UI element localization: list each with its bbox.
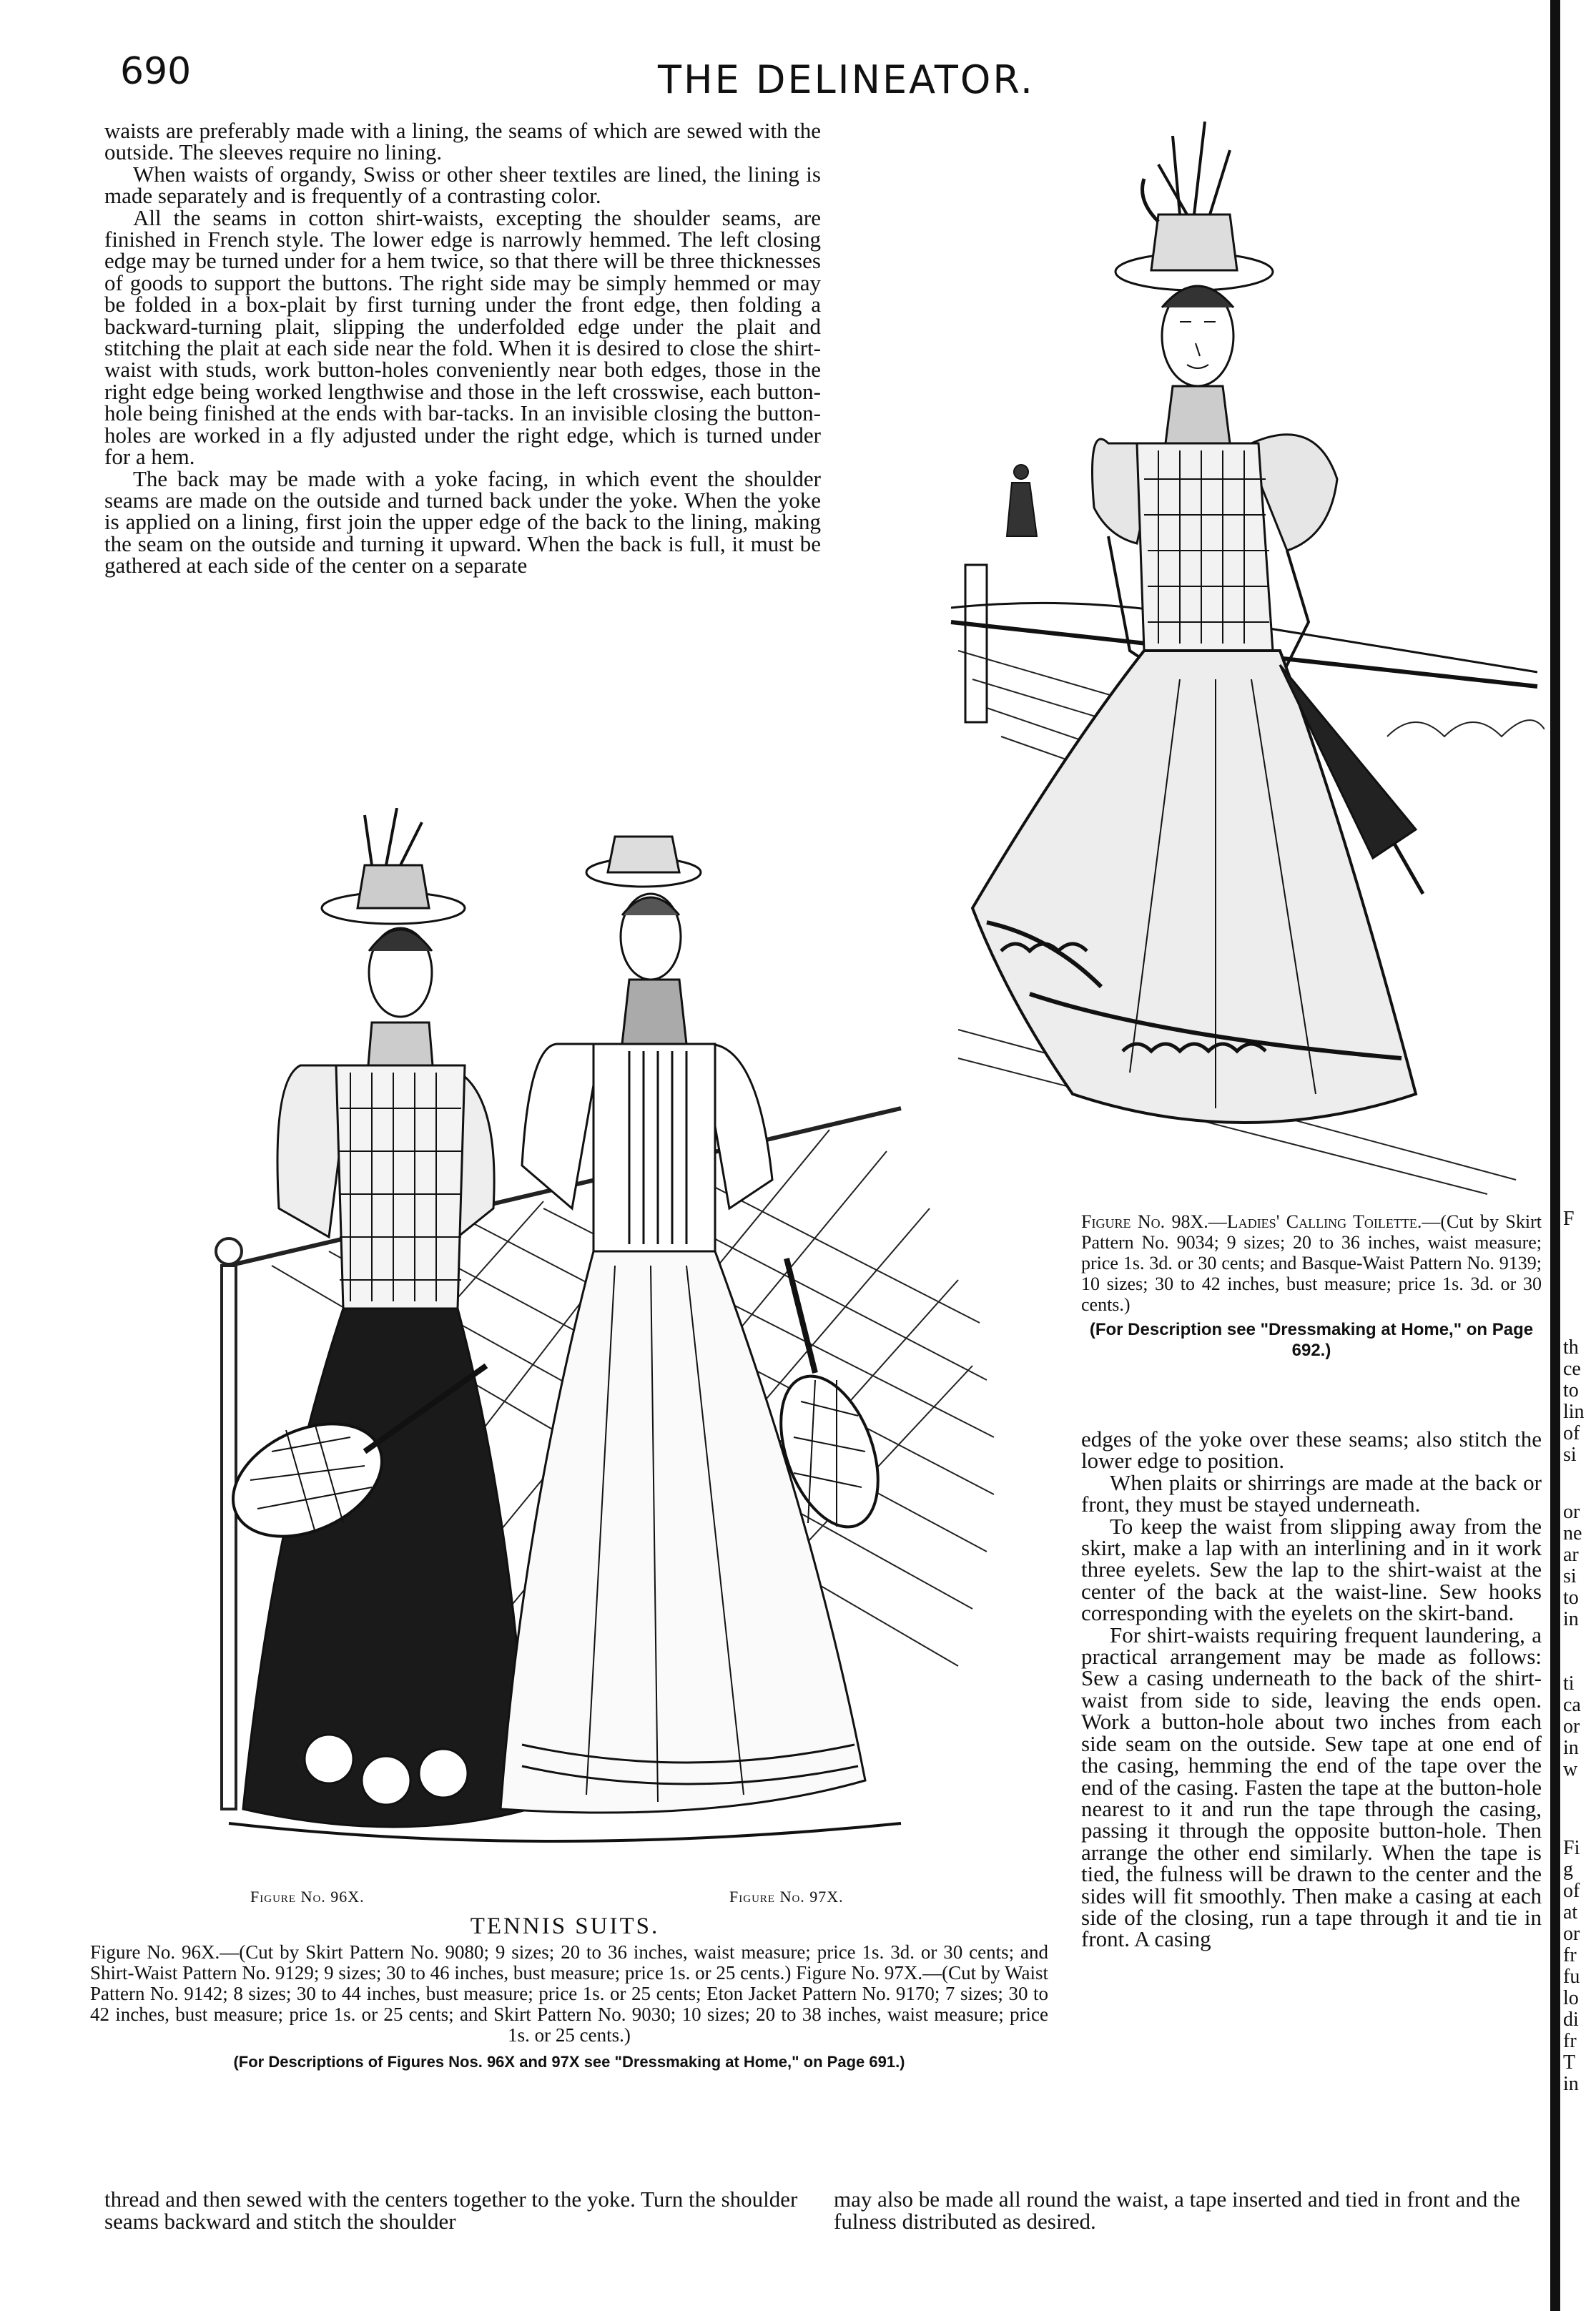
edge-fragment: w — [1563, 1758, 1578, 1780]
edge-fragment: of — [1563, 1880, 1580, 1902]
figure-98x-reference: (For Description see "Dressmaking at Home," on Page 692.) — [1089, 1320, 1534, 1360]
article-column-left — [104, 120, 821, 577]
bottom-left-text: thread and then sewed with the centers together to the yoke. Turn the shoulder seams backward and stitch the shoulder — [104, 2187, 798, 2234]
paragraph: For shirt-waists requiring frequent laundering, a practical arrangement may be made as follows: Sew a casing underneath to the back of the shirt-waist from side to side, leaving the ends open. Work a button-hole about two inches from each side seam on the outside. Sew tape at one end of the casing, hemming the end of the tape over the end of the casing. Fasten the tape at the button-hole nearest to it and run the tape through the casing, passing it through the opposite button-hole. Then arrange the other end similarly. When the tape is tied, the fulness will be drawn to the center and the sides will fit smoothly. Then make a casing at each side of the closing, run a tape through it and tie in front. A casing — [1081, 1622, 1542, 1952]
bodice — [1093, 386, 1338, 679]
figure-98x-caption-head: Figure No. 98X.—Ladies' Calling Toilette. — [1081, 1211, 1422, 1232]
edge-fragment: th — [1563, 1336, 1579, 1359]
article-column-right — [1081, 1426, 1542, 1952]
edge-fragment: in — [1563, 1608, 1579, 1630]
running-title: THE DELINEATOR. — [658, 57, 1035, 102]
edge-fragment: Fi — [1563, 1837, 1580, 1859]
edge-fragment: g — [1563, 1858, 1573, 1881]
edge-fragment: fu — [1563, 1966, 1580, 1988]
hat — [1115, 122, 1273, 290]
edge-fragment: di — [1563, 2009, 1579, 2031]
gutter-rule — [1550, 0, 1560, 2311]
edge-fragment: ne — [1563, 1522, 1582, 1544]
figure-96x-woman — [243, 808, 529, 1827]
edge-fragment: si — [1563, 1444, 1577, 1466]
figure-98x-caption-body: —(Cut by Skirt Pattern No. 9034; 9 sizes; 20 to 36 inches, waist measure; price 1s. 3d. or 30 cents; and Basque-Waist Pattern No. 9139; 10 sizes; 30 to 42 inches, bust measure; price 1s. 3d. or 30 cents.) — [1081, 1211, 1542, 1315]
edge-fragment: ar — [1563, 1544, 1579, 1566]
page-number: 690 — [120, 50, 192, 93]
figure-98x-caption — [1081, 1211, 1542, 1361]
edge-fragment: F — [1563, 1208, 1575, 1230]
paragraph: When waists of organdy, Swiss or other sheer textiles are lined, the lining is made separately and is frequently of a contrasting color. — [104, 161, 821, 209]
edge-fragment: lo — [1563, 1987, 1579, 2009]
edge-fragment: at — [1563, 1901, 1578, 1923]
edge-fragment: ti — [1563, 1672, 1575, 1695]
edge-fragment: or — [1563, 1715, 1580, 1738]
figure-96x-label: Figure No. 96X. — [250, 1888, 365, 1906]
paragraph: All the seams in cotton shirt-waists, excepting the shoulder seams, are finished in French style. The lower edge is narrowly hemmed. The left closing edge may be turned under for a hem twice, so that there will be three thicknesses of goods to support the buttons. The right side may be simply hemmed or may be folded in a box-plait by first turning under the front edge, then folding a backward-turning plait, slipping the underfolded edge under the plait and stitching the plait at each side near the fold. When it is desired to close the shirt-waist with studs, work button-holes conveniently near both edges, those in the right edge being worked lengthwise and those in the left crosswise, each button-hole being finished at the ends with bar-tacks. In an invisible closing the button-holes are worked in a fly adjusted under the right edge, which is turned under for a hem. — [104, 205, 821, 470]
tennis-suits-caption-text: Figure No. 96X.—(Cut by Skirt Pattern No. 9080; 9 sizes; 20 to 36 inches, waist measure; price 1s. 3d. or 30 cents; and Shirt-Waist Pattern No. 9129; 9 sizes; 30 to 46 inches, bust measure; price 1s. or 25 cents.) Figure No. 97X.—(Cut by Waist Pattern No. 9142; 8 sizes; 30 to 44 inches, bust measure; price 1s. or 25 cents; Eton Jacket Pattern No. 9170; 7 sizes; 30 to 42 inches, bust measure; price 1s. or 25 cents; and Skirt Pattern No. 9030; 10 sizes; 20 to 38 inches, waist measure; price 1s. or 25 cents.) — [90, 1941, 1048, 2046]
page-header — [0, 50, 1596, 114]
paragraph: To keep the waist from slipping away from the skirt, make a lap with an interlining and in it work three eyelets. Sew the lap to the shirt-waist at the center of the back at the waist-line. Sew hooks corresponding with the eyelets on the skirt-band. — [1081, 1513, 1542, 1626]
tennis-suits-caption — [90, 1942, 1048, 2072]
edge-fragment: or — [1563, 1923, 1580, 1945]
edge-fragment: ce — [1563, 1358, 1581, 1380]
edge-fragment: ca — [1563, 1694, 1581, 1716]
edge-fragment: to — [1563, 1379, 1579, 1401]
paragraph: When plaits or shirrings are made at the back or front, they must be stayed underneath. — [1081, 1469, 1542, 1517]
tennis-suits-illustration — [186, 808, 1080, 1881]
paragraph: The back may be made with a yoke facing, in which event the shoulder seams are made on the outside and turned back under the yoke. When the yoke is applied on a lining, first join the upper edge of the back to the lining, making the seam on the outside and turning it upward. When the back is full, it must be gathered at each side of the center on a separate — [104, 465, 821, 578]
edge-fragment: lin — [1563, 1401, 1585, 1423]
tennis-suits-title: TENNIS SUITS. — [470, 1913, 660, 1939]
figure-97x-label: Figure No. 97X. — [729, 1888, 844, 1906]
bottom-right-text: may also be made all round the waist, a tape inserted and tied in front and the fulness distributed as desired. — [834, 2187, 1520, 2234]
edge-fragment: fr — [1563, 1944, 1577, 1966]
edge-fragment: T — [1563, 2051, 1576, 2074]
edge-fragment: si — [1563, 1565, 1577, 1587]
edge-fragment: of — [1563, 1422, 1580, 1444]
distant-figure — [1007, 465, 1037, 536]
edge-fragment: in — [1563, 1737, 1579, 1759]
face — [1162, 286, 1233, 386]
paragraph: waists are preferably made with a lining, the seams of which are sewed with the outside. The sleeves require no lining. — [104, 118, 821, 165]
edge-fragment: to — [1563, 1587, 1579, 1609]
figure-97x-woman — [501, 837, 865, 1813]
paragraph: edges of the yoke over these seams; also stitch the lower edge to position. — [1081, 1426, 1542, 1474]
tennis-suits-reference: (For Descriptions of Figures Nos. 96X and 97X see "Dressmaking at Home," on Page 691.) — [233, 2053, 905, 2071]
edge-fragment: or — [1563, 1501, 1580, 1523]
edge-fragment: fr — [1563, 2030, 1577, 2052]
edge-fragment: in — [1563, 2073, 1579, 2095]
